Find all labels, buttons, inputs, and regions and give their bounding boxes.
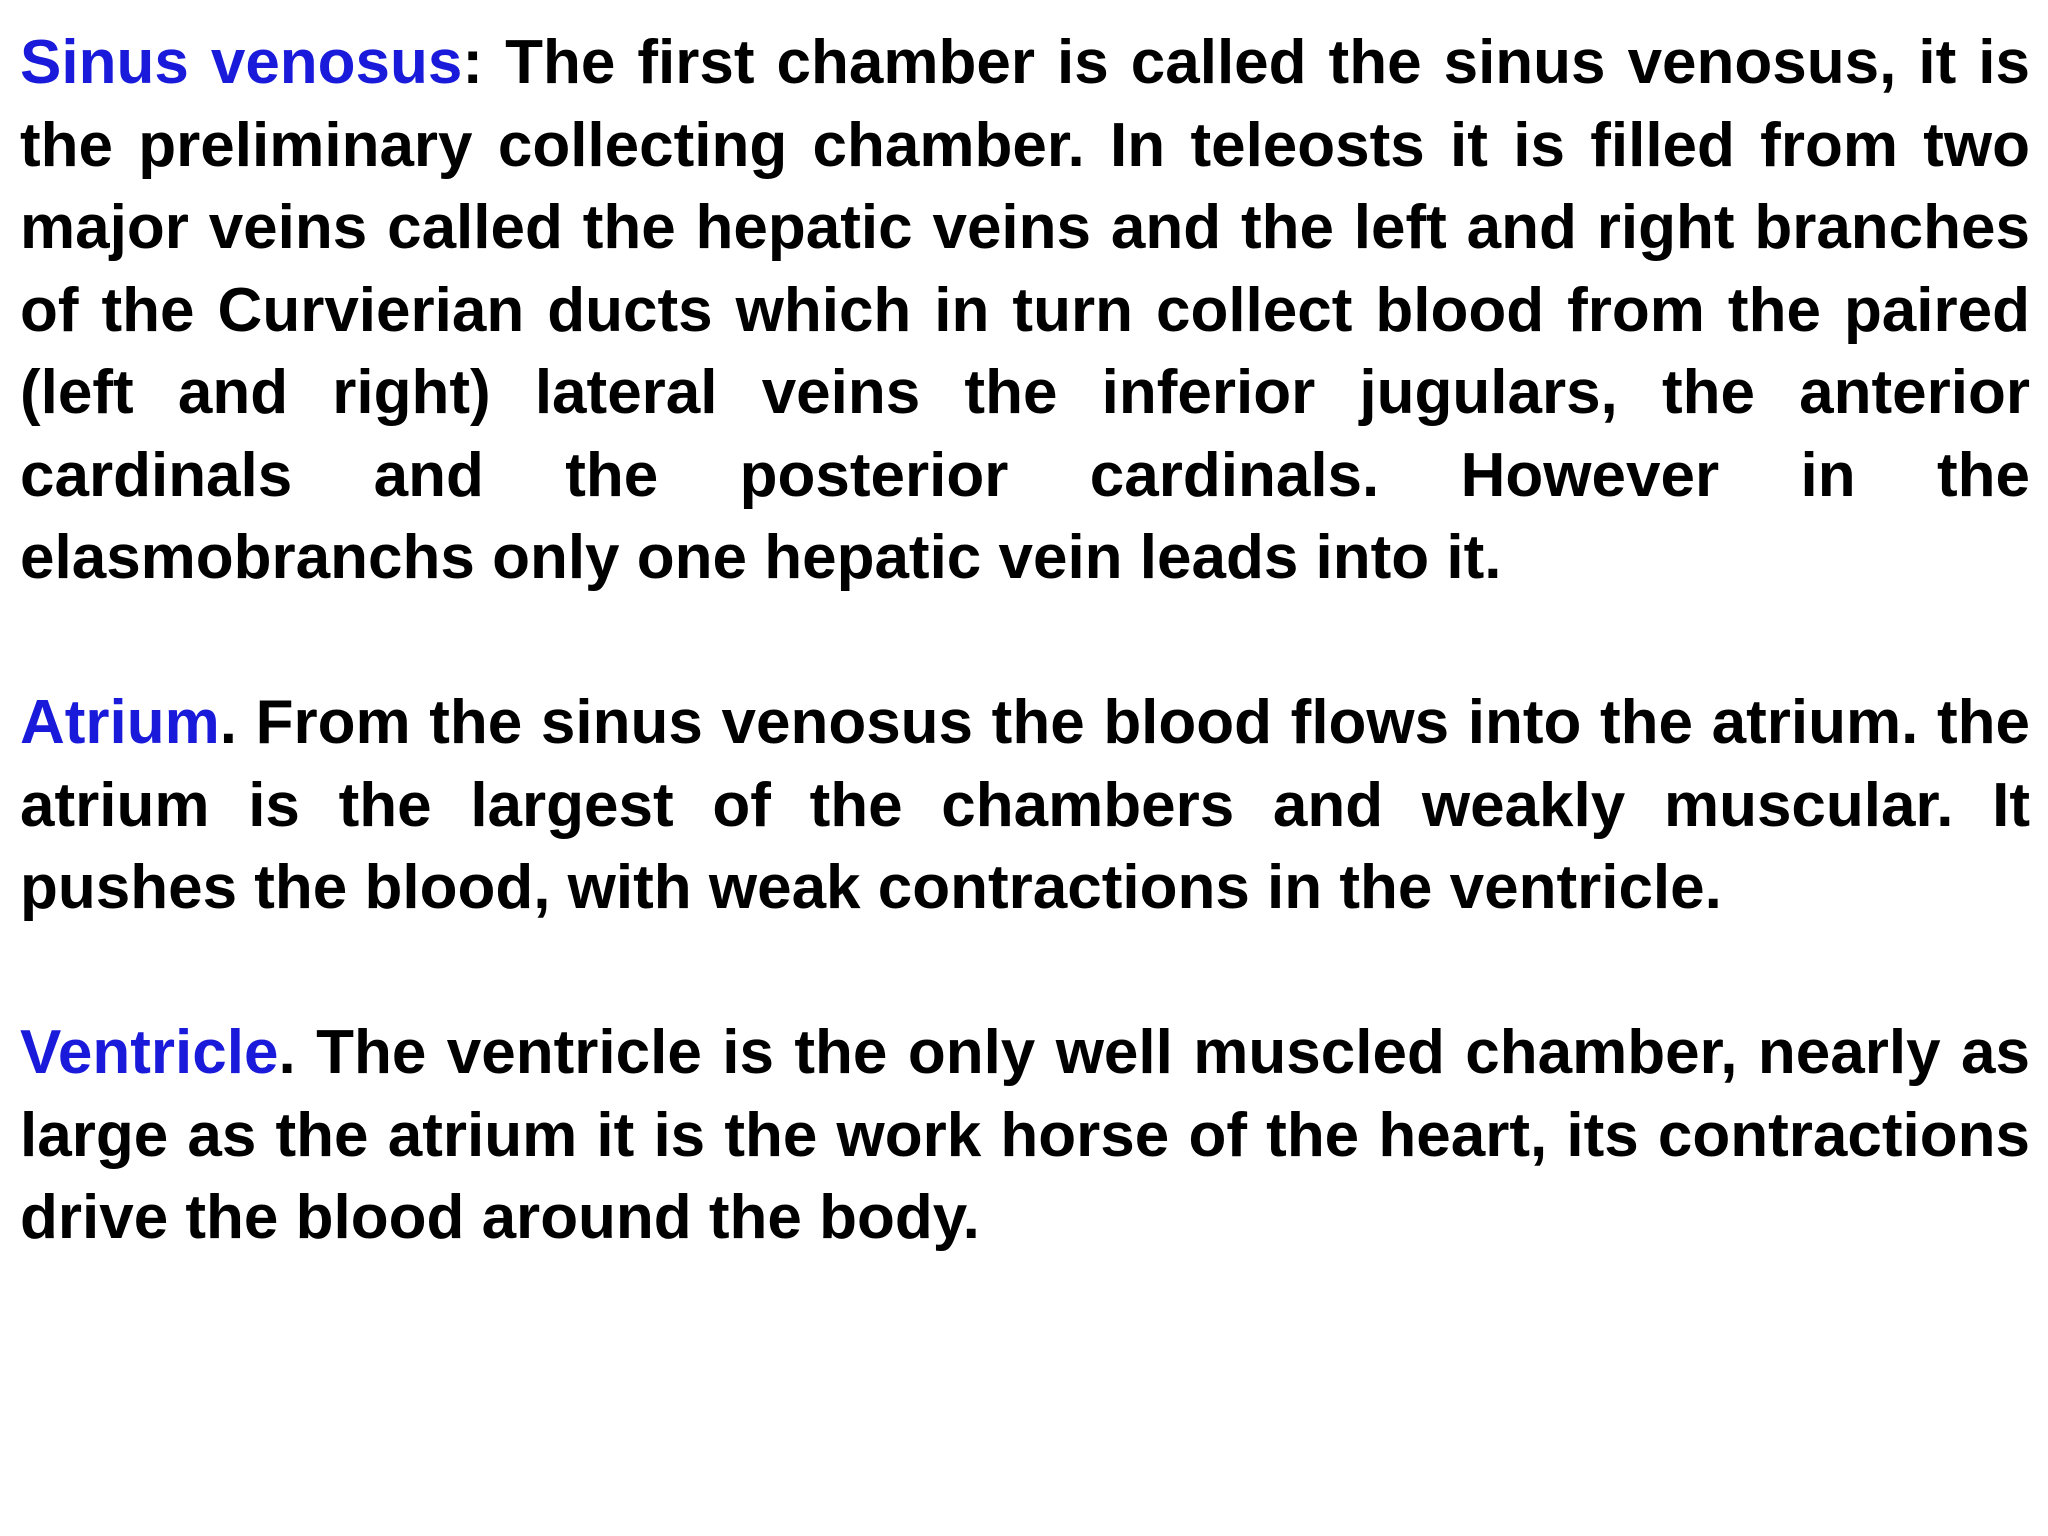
term-separator: : [462,28,484,97]
paragraph-text: The ventricle is the only well muscled chamber, nearly as large as the atrium it is the work horse of the heart, its contractions drive the blood around the body. [20,1018,2030,1252]
paragraph-text: The first chamber is called the sinus venosus, it is the preliminary collecting chamber. In teleosts it is filled from two major veins called the hepatic veins and the left and right branches of the Curvierian ducts which in turn collect blood from the paired (left and right) lateral veins the inferior jugulars, the anterior cardinals and the posterior cardinals. However in the elasmobranchs only one hepatic vein leads into it. [20,28,2030,592]
paragraph-text: From the sinus venosus the blood flows into the atrium. the atrium is the largest of the chambers and weakly muscular. It pushes the blood, with weak contractions in the ventricle. [20,688,2030,922]
slide-content [20,22,2030,1342]
term-separator: . [219,688,238,757]
term-sinus-venosus: Sinus venosus [20,28,463,97]
paragraph-ventricle [20,1012,2030,1260]
term-separator: . [278,1018,296,1087]
term-ventricle: Ventricle [20,1018,279,1087]
term-atrium: Atrium [20,688,220,757]
paragraph-atrium [20,682,2030,930]
paragraph-sinus-venosus [20,22,2030,600]
